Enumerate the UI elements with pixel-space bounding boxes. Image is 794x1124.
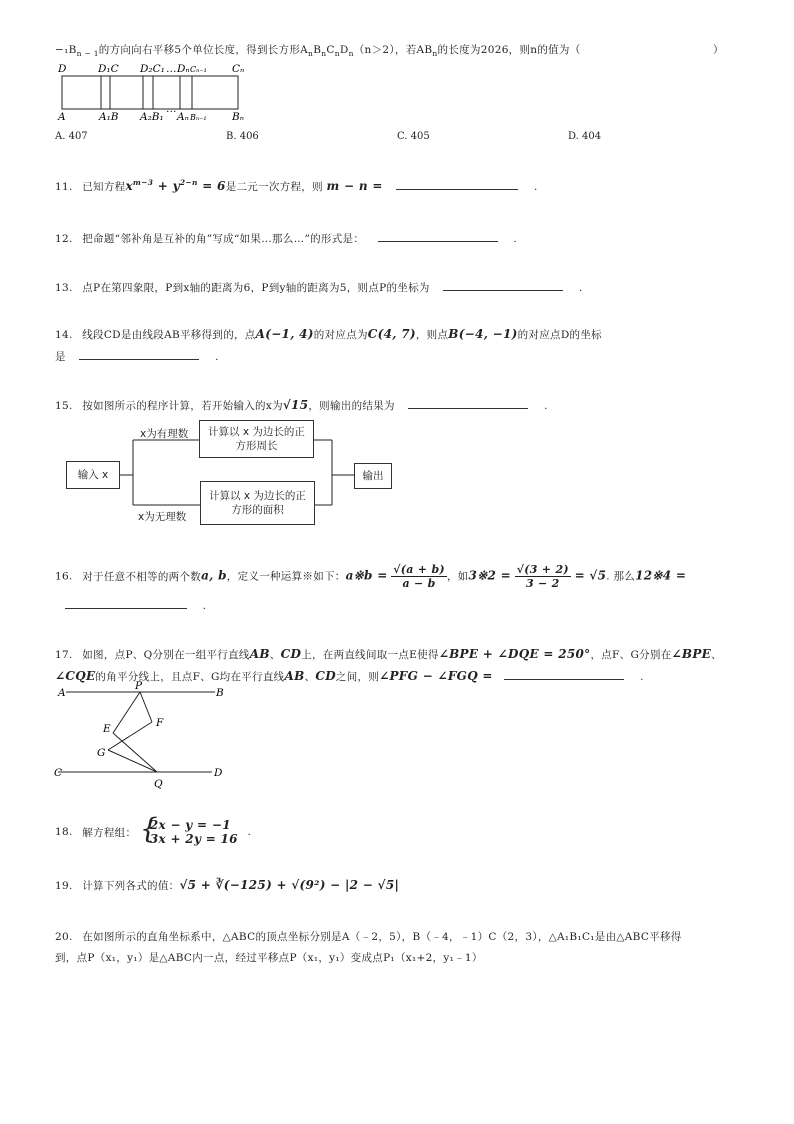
q10-sub-n1: n (308, 49, 314, 59)
q16-text3: ，如 (446, 570, 469, 583)
fig-label-Cn: Cₙ (232, 63, 245, 75)
q10-body: 的方向向右平移5个单位长度，得到长方形A (98, 44, 309, 56)
q11-eq-exp1: m−3 (132, 178, 154, 187)
fig-label-A1B: A₁B (99, 111, 119, 123)
q16-example-lhs: 3※2 = (468, 568, 512, 583)
q19-expression: √5 + ∛(−125) + √(9²) − |2 − √5| (179, 878, 400, 892)
q16-vars: a, b (201, 568, 227, 583)
q19-text: 计算下列各式的值： (82, 880, 180, 892)
q17-text3: ，点F、G分别在 (590, 649, 672, 661)
q19-number: 19. (55, 880, 73, 892)
fig-label-Dn: Dₙ (177, 63, 190, 75)
q18-equation-1: 2x − y = −1 (149, 818, 231, 832)
question-20-line2 (55, 950, 483, 965)
fig-label-D1C: D₁C (98, 63, 119, 75)
q17-expression: ∠PFG − ∠FGQ = (379, 669, 493, 683)
q17-text1: 如图，点P、Q分别在一组平行直线 (82, 649, 250, 661)
q17-line2-ab: AB (284, 669, 305, 683)
q10-sub-n2: n (321, 49, 327, 59)
question-18 (55, 812, 252, 846)
question-19 (55, 878, 399, 893)
q11-eq-exp2: 2−n (179, 178, 198, 187)
q10-option-b[interactable]: B. 406 (226, 131, 259, 142)
flow-irrational-label: x为无理数 (138, 511, 187, 523)
q10-sub-n4: n (348, 49, 354, 59)
fig-label-Cn-1: Cₙ₋₁ (190, 65, 207, 74)
fig17-label-A: A (58, 687, 66, 699)
fig17-label-D: D (214, 767, 223, 779)
flow-output-box: 输出 (354, 463, 392, 489)
fig-label-dots-top: … (166, 63, 177, 75)
q12-text: 把命题“邻补角是互补的角”写成“如果…那么…”的形式是： (82, 233, 365, 245)
q11-end: . (533, 181, 538, 193)
q10-option-a[interactable]: A. 407 (55, 131, 88, 142)
q18-brace: { (139, 812, 159, 845)
q15-end: . (544, 400, 548, 412)
q14-text3: ，则点 (415, 329, 449, 341)
fig-label-D: D (58, 63, 67, 75)
q17-line2-text1: 的角平分线上，且点F、G均在平行直线 (95, 671, 285, 683)
q11-text1: 已知方程 (82, 181, 126, 193)
q10-end: 的长度为2026，则n的值为（ (437, 44, 581, 56)
q10-close-paren: ） (713, 44, 724, 56)
q15-number: 15. (55, 400, 73, 412)
q11-eq-y: + y (153, 179, 180, 193)
q12-number: 12. (55, 233, 73, 245)
q14-number: 14. (55, 329, 73, 341)
q17-angle-sum: ∠BPE + ∠DQE = 250° (438, 647, 591, 661)
q20-line1: 在如图所示的直角坐标系中，△ABC的顶点坐标分别是A（﹣2，5），B（﹣4，﹣1）C（2，3），△A₁B₁C₁是由△ABC平移得 (82, 931, 682, 943)
q18-text: 解方程组： (82, 826, 137, 839)
q13-end: . (579, 282, 583, 294)
q18-equation-2: 3x + 2y = 16 (149, 832, 238, 846)
q11-eq-x: x (125, 179, 133, 193)
fig17-label-E: E (103, 723, 111, 735)
q17-sep2: 、 (711, 649, 722, 661)
q11-eq-rhs: = 6 (197, 179, 226, 193)
q17-line-cd: CD (280, 647, 302, 661)
q16-text1: 对于任意不相等的两个数 (82, 570, 202, 583)
q14-point-b: B(−4, −1) (448, 327, 518, 341)
q17-angle-cqe: ∠CQE (55, 669, 96, 683)
q12-end: . (513, 233, 518, 245)
q15-sqrt15: √15 (282, 398, 309, 412)
q10-rect-c: C (326, 44, 335, 56)
q17-line2-sep: 、 (304, 671, 316, 683)
fig-label-Bn-1: Bₙ₋₁ (190, 113, 207, 122)
q10-sub: n − 1 (76, 49, 99, 59)
flow-input-box: 输入 x (66, 461, 120, 489)
flow-rational-label: x为有理数 (140, 428, 189, 440)
question-20 (55, 929, 682, 944)
flow-area-box: 计算以 x 为边长的正方形的面积 (200, 481, 315, 525)
q14-end: . (215, 351, 219, 363)
q14-point-a: A(−1, 4) (255, 327, 314, 341)
q16-question-expr: 12※4 = (635, 568, 687, 583)
q17-line-ab: AB (249, 647, 270, 661)
q17-end: . (640, 671, 644, 683)
flow-perimeter-box: 计算以 x 为边长的正方形周长 (199, 420, 314, 458)
q17-sep: 、 (269, 649, 281, 661)
q16-text2: ，定义一种运算※如下： (226, 570, 346, 583)
q10-rect-b: B (313, 44, 322, 56)
q14-text2: 的对应点为 (313, 329, 368, 341)
q11-text2: 是二元一次方程，则 (225, 181, 323, 193)
q20-number: 20. (55, 931, 73, 943)
fig17-label-G: G (97, 747, 106, 759)
fig-label-dots-bottom: … (166, 103, 177, 115)
q16-frac2-denominator: 3 − 2 (525, 577, 560, 590)
q11-expression: m − n = (326, 179, 383, 193)
q16-example-result: = √5 (574, 568, 607, 583)
q14-point-c: C(4, 7) (367, 327, 416, 341)
q16-frac2-numerator: √(3 + 2) (516, 563, 569, 576)
fig-label-D2C1: D₂C₁ (140, 63, 165, 75)
q13-text: 点P在第四象限，P到x轴的距离为6，P到y轴的距离为5，则点P的坐标为 (82, 282, 430, 294)
fig17-label-B: B (216, 687, 224, 699)
q16-frac-denominator: a − b (402, 577, 436, 590)
q14-text1: 线段CD是由线段AB平移得到的，点 (82, 329, 256, 341)
q14-line2-text: 是 (55, 351, 66, 363)
q15-text2: ，则输出的结果为 (308, 400, 395, 412)
q16-frac-numerator: √(a + b) (393, 563, 445, 576)
fig-label-An: Aₙ (177, 111, 189, 123)
q10-sub-n3: n (334, 49, 340, 59)
fig17-label-F: F (156, 717, 164, 729)
fig-label-Bn: Bₙ (232, 111, 244, 123)
q16-definition-lhs: a※b = (345, 568, 388, 583)
q14-text4: 的对应点D的坐标 (517, 329, 602, 341)
fig17-label-Q: Q (154, 778, 163, 790)
q10-rest: （n＞2），若AB (353, 44, 433, 56)
fig-label-A2B1: A₂B₁ (140, 111, 164, 123)
fig-label-A: A (58, 111, 66, 123)
q17-line2-text2: 之间，则 (335, 671, 380, 683)
q10-option-d[interactable]: D. 404 (568, 131, 602, 142)
q20-line2: 到，点P（x₁，y₁）是△ABC内一点，经过平移点P（x₁，y₁）变成点P₁（x₁+2，y₁﹣1） (55, 952, 483, 964)
q16-end: . (202, 600, 207, 612)
q17-number: 17. (55, 649, 73, 661)
q18-end: . (247, 826, 252, 838)
q13-number: 13. (55, 282, 73, 294)
fig17-label-P: P (135, 680, 143, 692)
fig17-label-C: C (54, 767, 63, 779)
q10-prefix: −₁B (55, 44, 77, 56)
q16-number: 16. (55, 570, 73, 583)
q17-angle-bpe: ∠BPE (671, 647, 712, 661)
q10-option-c[interactable]: C. 405 (397, 131, 430, 142)
q16-text4: . 那么 (606, 570, 636, 583)
q18-number: 18. (55, 826, 73, 838)
q17-text2: 上，在两直线间取一点E使得 (301, 649, 439, 661)
q11-number: 11. (55, 181, 73, 193)
q18-equation-system (139, 812, 238, 846)
q10-rect-d: D (339, 44, 349, 56)
q10-sub-n5: n (432, 49, 438, 59)
q17-line2-cd: CD (315, 669, 336, 683)
q15-text1: 按如图所示的程序计算，若开始输入的x为 (82, 400, 283, 412)
